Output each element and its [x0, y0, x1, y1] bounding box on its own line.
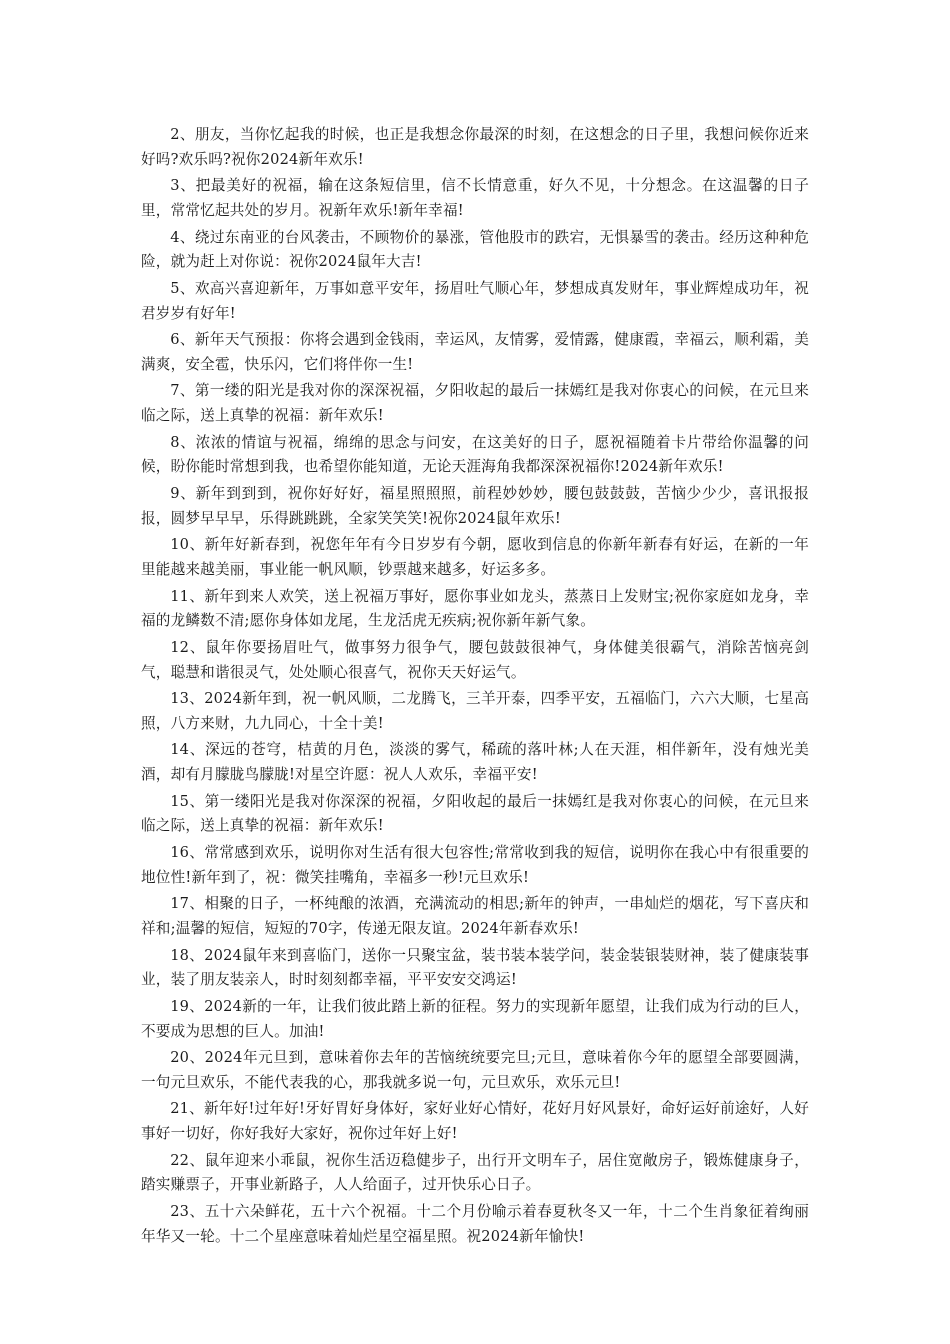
paragraph: 21、新年好!过年好!牙好胃好身体好，家好业好心情好，花好月好风景好，命好运好前途好，人好事好一切好，你好我好大家好，祝你过年好上好!	[141, 1100, 809, 1143]
paragraph: 20、2024年元旦到，意味着你去年的苦恼统统要完旦;元旦，意味着你今年的愿望全部要圆满，一句元旦欢乐，不能代表我的心，那我就多说一句，元旦欢乐，欢乐元旦!	[141, 1049, 809, 1091]
paragraph: 19、2024新的一年，让我们彼此踏上新的征程。努力的实现新年愿望，让我们成为行动的巨人，不要成为思想的巨人。加油!	[141, 997, 809, 1040]
paragraph: 9、新年到到到，祝你好好好，福星照照照，前程妙妙妙，腰包鼓鼓鼓，苦恼少少少，喜讯报报报，圆梦早早早，乐得跳跳跳，全家笑笑笑!祝你2024鼠年欢乐!	[141, 484, 809, 527]
paragraph: 13、2024新年到，祝一帆风顺，二龙腾飞，三羊开泰，四季平安，五福临门，六六大顺，七星高照，八方来财，九九同心，十全十美!	[141, 690, 809, 732]
paragraph: 10、新年好新春到，祝您年年有今日岁岁有今朝，愿收到信息的你新年新春有好运，在新的一年里能越来越美丽，事业能一帆风顺，钞票越来越多，好运多多。	[141, 536, 809, 579]
paragraph: 23、五十六朵鲜花，五十六个祝福。十二个月份喻示着春夏秋冬又一年，十二个生肖象征着绚丽年华又一轮。十二个星座意味着灿烂星空福星照。祝2024新年愉快!	[141, 1202, 809, 1245]
paragraph: 16、常常感到欢乐，说明你对生活有很大包容性;常常收到我的短信，说明你在我心中有很重要的地位性!新年到了，祝：微笑挂嘴角，幸福多一秒!元旦欢乐!	[141, 843, 809, 886]
paragraph: 11、新年到来人欢笑，送上祝福万事好，愿你事业如龙头，蒸蒸日上发财宝;祝你家庭如龙身，幸福的龙鳞数不清;愿你身体如龙尾，生龙活虎无疾病;祝你新年新气象。	[141, 587, 809, 630]
paragraph: 22、鼠年迎来小乖鼠，祝你生活迈稳健步子，出行开文明车子，居住宽敞房子，锻炼健康身子，踏实赚票子，开事业新路子，人人给面子，过开快乐心日子。	[141, 1151, 809, 1194]
paragraph: 7、第一缕的阳光是我对你的深深祝福，夕阳收起的最后一抹嫣红是我对你衷心的问候，在元旦来临之际，送上真挚的祝福：新年欢乐!	[141, 382, 809, 425]
paragraph: 6、新年天气预报：你将会遇到金钱雨，幸运风，友情雾，爱情露，健康霞，幸福云，顺利霜，美满爽，安全雹，快乐闪，它们将伴你一生!	[141, 331, 809, 373]
paragraph: 2、朋友，当你忆起我的时候，也正是我想念你最深的时刻，在这想念的日子里，我想问候你近来好吗?欢乐吗?祝你2024新年欢乐!	[141, 126, 809, 168]
document-body	[141, 123, 809, 1251]
paragraph: 3、把最美好的祝福，输在这条短信里，信不长情意重，好久不见，十分想念。在这温馨的日子里，常常忆起共处的岁月。祝新年欢乐!新年幸福!	[141, 177, 809, 220]
paragraph: 14、深远的苍穹，桔黄的月色，淡淡的雾气，稀疏的落叶林;人在天涯，相伴新年，没有烛光美酒，却有月朦胧鸟朦胧!对星空许愿：祝人人欢乐，幸福平安!	[141, 741, 809, 784]
paragraph: 18、2024鼠年来到喜临门，送你一只聚宝盆，装书装本装学问，装金装银装财神，装了健康装事业，装了朋友装亲人，时时刻刻都幸福，平平安安交鸿运!	[141, 946, 809, 989]
paragraph: 5、欢高兴喜迎新年，万事如意平安年，扬眉吐气顺心年，梦想成真发财年，事业辉煌成功年，祝君岁岁有好年!	[141, 279, 809, 322]
paragraph: 12、鼠年你要扬眉吐气，做事努力很争气，腰包鼓鼓很神气，身体健美很霸气，消除苦恼亮剑气，聪慧和谐很灵气，处处顺心很喜气，祝你天天好运气。	[141, 638, 809, 681]
paragraph: 17、相聚的日子，一杯纯酿的浓酒，充满流动的相思;新年的钟声，一串灿烂的烟花，写下喜庆和祥和;温馨的短信，短短的70字，传递无限友谊。2024年新春欢乐!	[141, 895, 809, 938]
paragraph: 4、绕过东南亚的台风袭击，不顾物价的暴涨，管他股市的跌宕，无惧暴雪的袭击。经历这种种危险，就为赶上对你说：祝你2024鼠年大吉!	[141, 228, 809, 271]
paragraph: 15、第一缕阳光是我对你深深的祝福，夕阳收起的最后一抹嫣红是我对你衷心的问候，在元旦来临之际，送上真挚的祝福：新年欢乐!	[141, 792, 809, 835]
paragraph: 8、浓浓的情谊与祝福，绵绵的思念与问安，在这美好的日子，愿祝福随着卡片带给你温馨的问候，盼你能时常想到我，也希望你能知道，无论天涯海角我都深深祝福你!2024新年欢乐!	[141, 433, 809, 476]
